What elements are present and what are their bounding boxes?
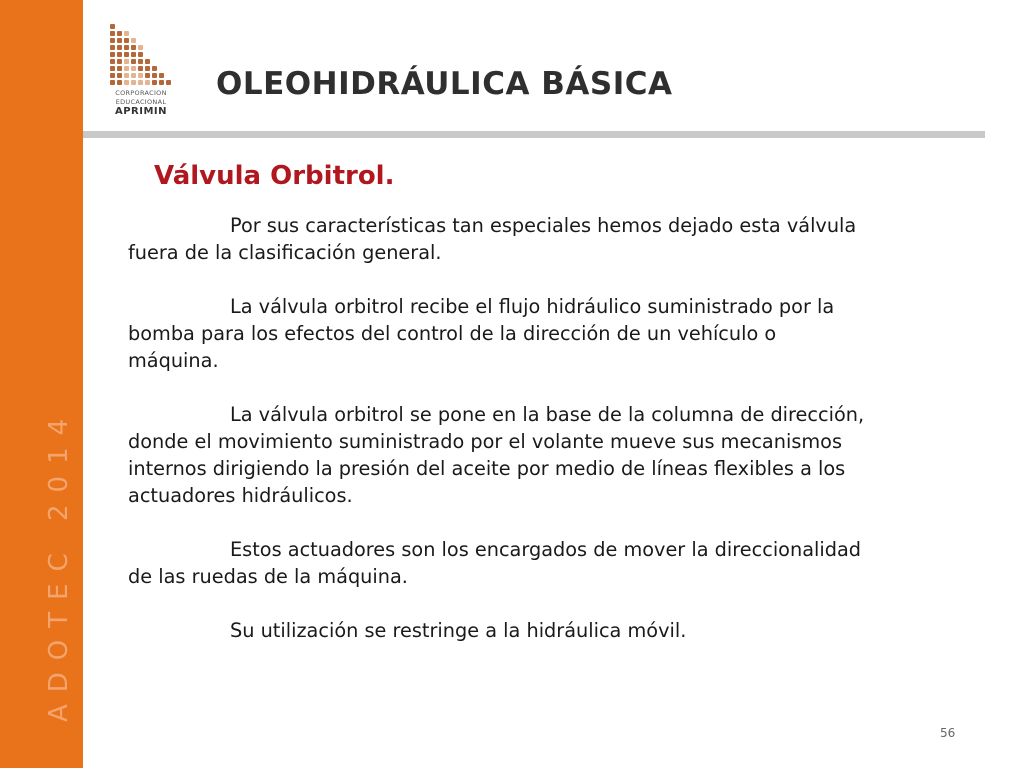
paragraph: Por sus características tan especiales hemos dejado esta válvula fuera de la clasificación general.: [128, 214, 857, 264]
body-text: [128, 212, 988, 671]
slide-title: OLEOHIDRÁULICA BÁSICA: [216, 66, 673, 102]
paragraph: La válvula orbitrol recibe el flujo hidráulico suministrado por la bomba para los efectos del control de la dirección de un vehículo o máquina.: [128, 295, 835, 372]
paragraph: Estos actuadores son los encargados de mover la direccionalidad de las ruedas de la máquina.: [128, 538, 862, 588]
slide-subtitle: Válvula Orbitrol.: [154, 161, 395, 191]
logo-text-line3: APRIMIN: [114, 106, 168, 117]
logo-text-line2: EDUCACIONAL: [115, 98, 167, 106]
sidebar: [0, 0, 83, 768]
paragraph: La válvula orbitrol se pone en la base de la columna de dirección, donde el movimiento suministrado por el volante mueve sus mecanismos internos dirigiendo la presión del aceite por medio de líneas flexibles a los actuadores hidráulicos.: [128, 403, 865, 507]
logo-text-line1: CORPORACION: [115, 89, 167, 97]
logo-mark-icon: [106, 22, 176, 88]
title-divider: [83, 131, 985, 138]
paragraph: Su utilización se restringe a la hidráulica móvil.: [230, 619, 687, 642]
sidebar-text: ADOTEC 2014: [44, 406, 74, 722]
page-number: 56: [940, 726, 956, 740]
aprimin-logo: [106, 22, 176, 120]
